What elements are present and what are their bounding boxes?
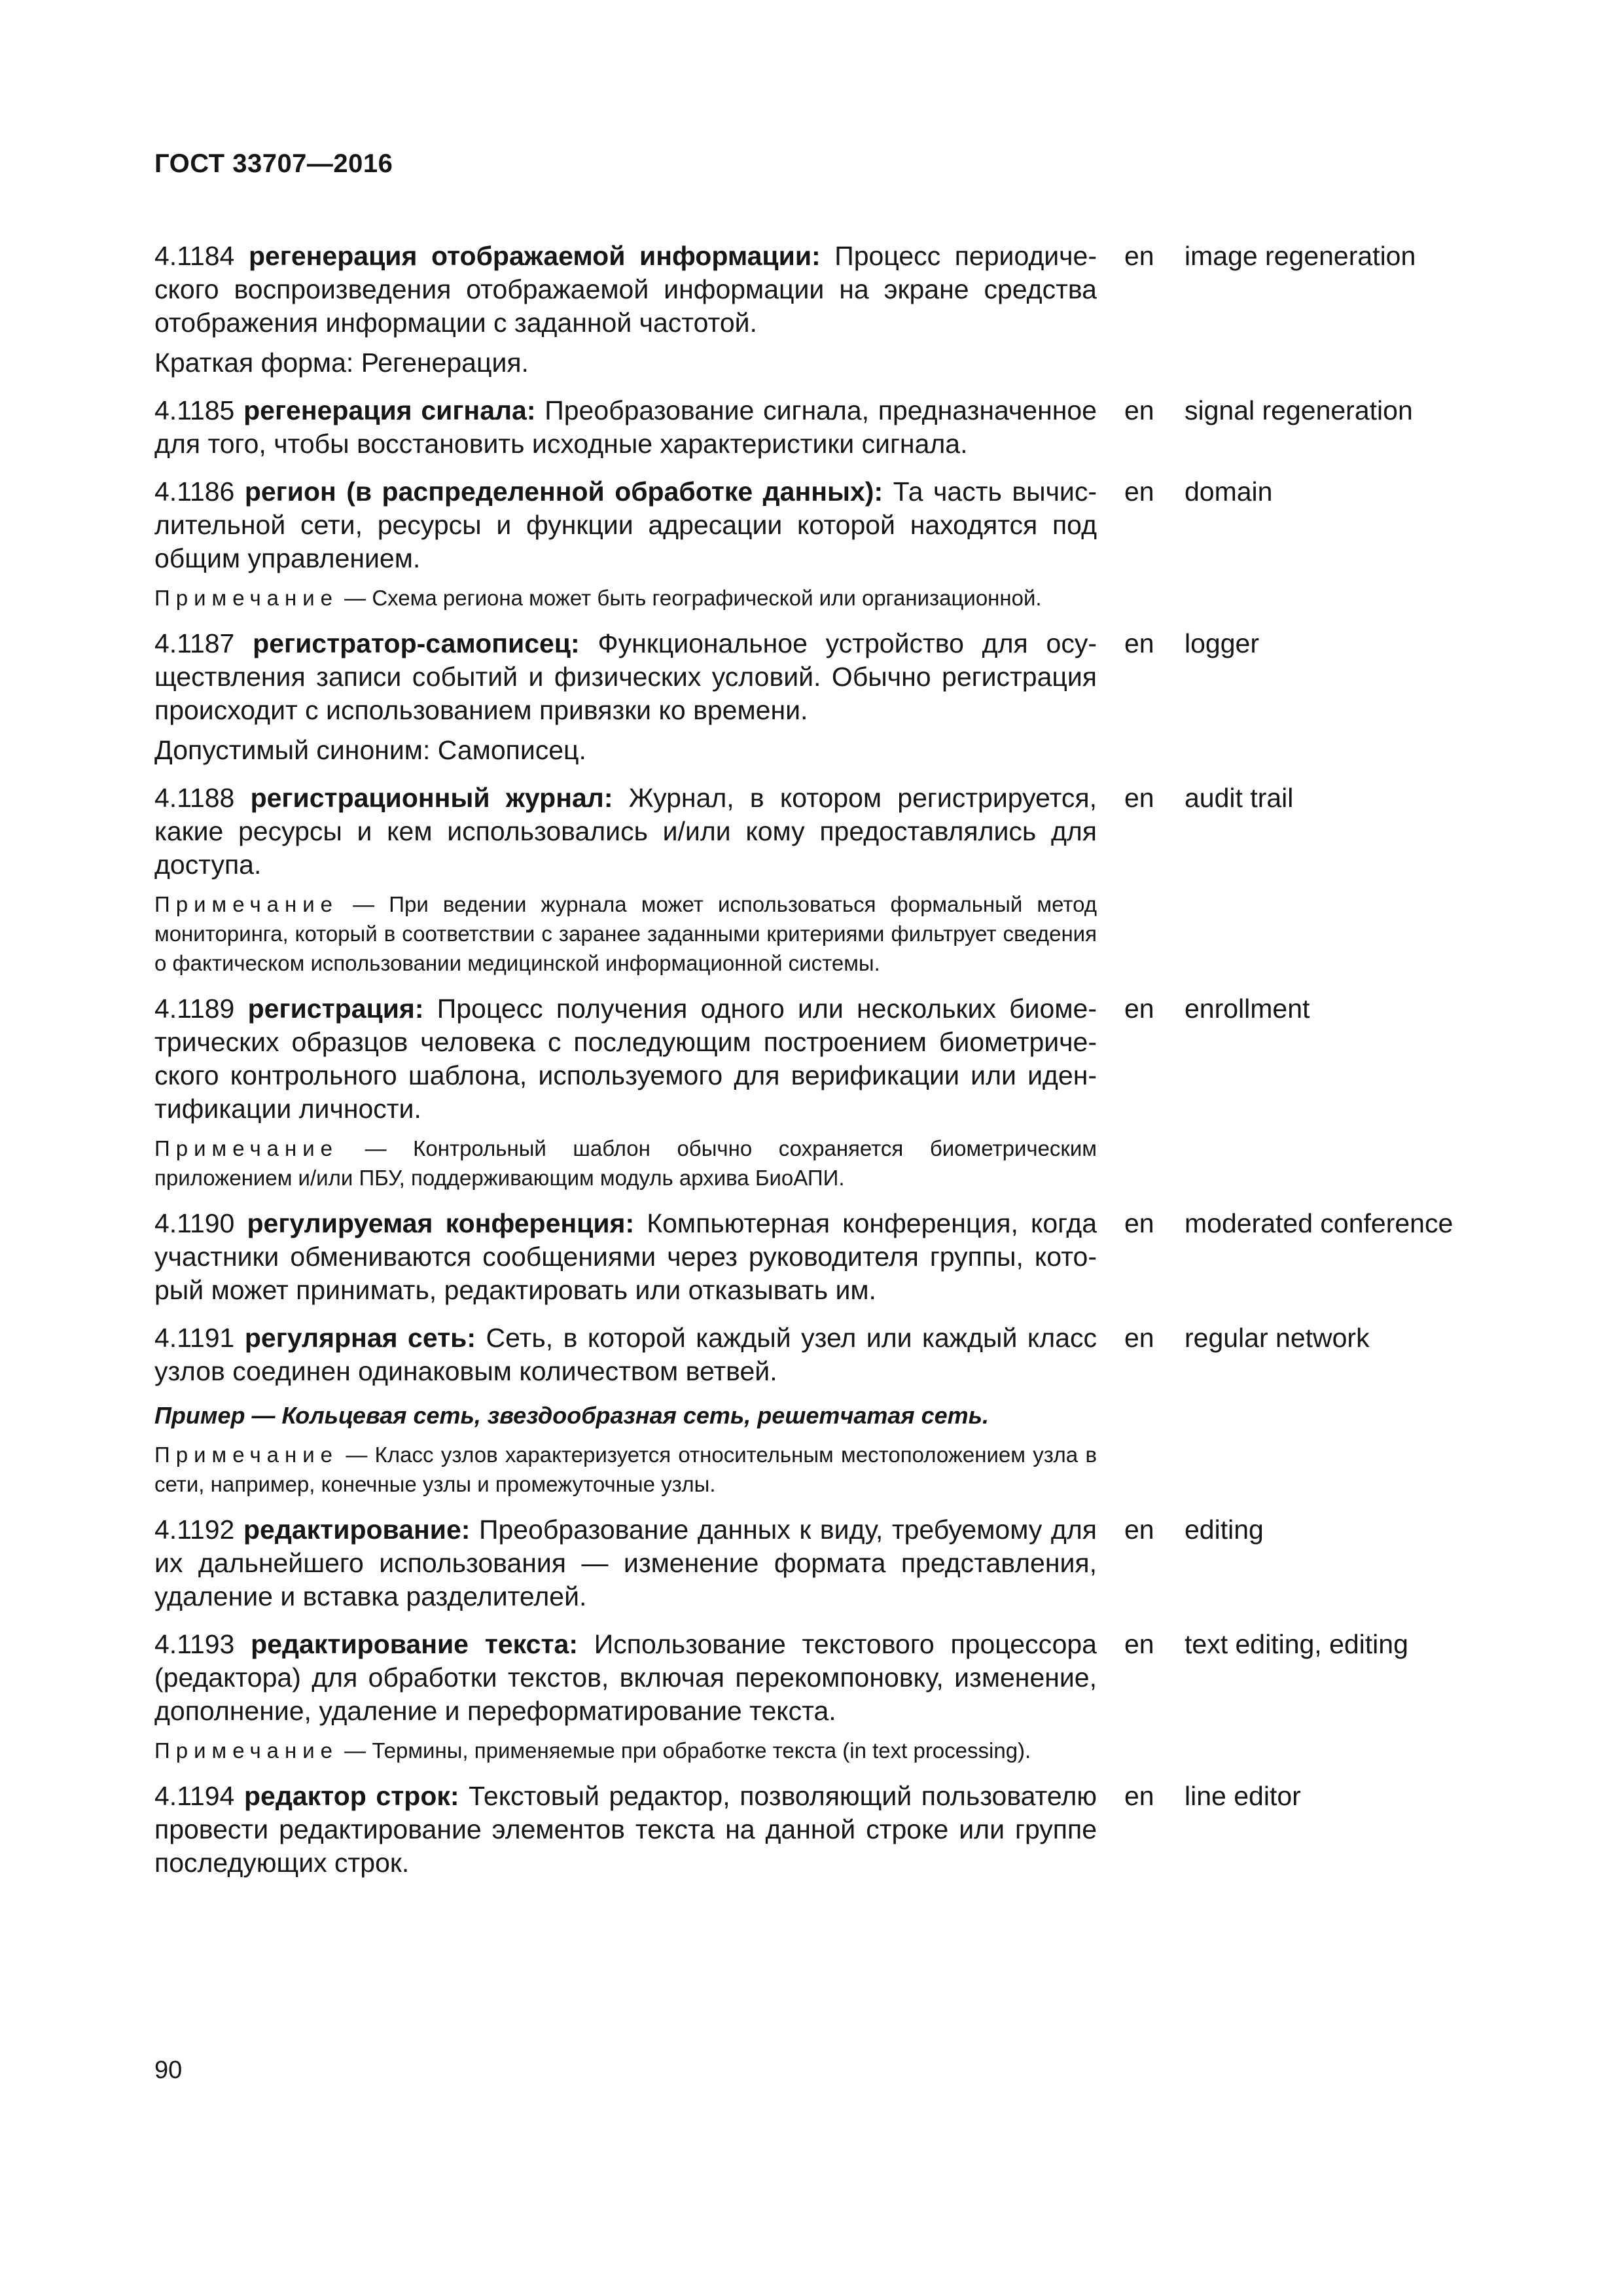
term-number: 4.1192 xyxy=(154,1515,235,1545)
english-term: signal regeneration xyxy=(1185,395,1413,425)
note-text: — При ведении журнала может использоваться формальный метод мониторинга, который в соответствии с заранее заданными критериями фильтрует сведения о фактическом использовании медицинской информационной системы. xyxy=(154,892,1097,975)
term-definition xyxy=(154,475,1097,575)
english-term: editing xyxy=(1185,1515,1264,1545)
term-number: 4.1190 xyxy=(154,1208,235,1238)
language-code: en xyxy=(1124,1208,1154,1238)
term-number: 4.1194 xyxy=(154,1781,235,1811)
english-term: moderated conference xyxy=(1185,1208,1454,1238)
definition-text: Функциональное устройство для осуществления записи событий и физических условий. Обычно регистрация происходит с использованием привязки ко времени. xyxy=(154,628,1097,725)
term-number: 4.1184 xyxy=(154,241,235,271)
english-term: audit trail xyxy=(1185,783,1294,813)
note-text: — Термины, применяемые при обработке текста (in text processing). xyxy=(338,1738,1031,1763)
term-number: 4.1187 xyxy=(154,628,235,658)
language-code: en xyxy=(1124,241,1154,271)
term-entry xyxy=(154,627,1489,767)
note-text: — Класс узлов характеризуется относительным местоположением узла в сети, например, конечные узлы и промежуточные узлы. xyxy=(154,1443,1097,1496)
term-definition xyxy=(154,240,1097,340)
definition-text: Процесс периодического воспроизведения отображаемой информации на экране средства отображения информации с заданной частотой. xyxy=(154,241,1097,338)
term-name: регистратор-самописец: xyxy=(253,628,580,658)
term-entry xyxy=(154,781,1489,978)
note xyxy=(154,1440,1097,1499)
note-text: — Контрольный шаблон обычно сохраняется биометрическим приложением и/или ПБУ, поддерживающим модуль архива БиоАПИ. xyxy=(154,1136,1097,1190)
language-code: en xyxy=(1124,395,1154,425)
note-label: Примечание xyxy=(154,1738,339,1763)
note-label: Примечание xyxy=(154,1443,339,1467)
term-name: регенерация отображаемой информации: xyxy=(248,241,821,271)
term-number: 4.1193 xyxy=(154,1629,235,1659)
definition-text: Текстовый редактор, позволяющий пользователю провести редактирование элементов текста на данной строке или группе последующих строк. xyxy=(154,1781,1097,1878)
term-entry xyxy=(154,1513,1489,1613)
language-code: en xyxy=(1124,476,1154,507)
english-term: domain xyxy=(1185,476,1273,507)
english-term: text editing, editing xyxy=(1185,1629,1408,1659)
note xyxy=(154,1134,1097,1193)
example: Пример — Кольцевая сеть, звездообразная сеть, решетчатая сеть. xyxy=(154,1402,990,1429)
term-name: регулируемая конференция: xyxy=(247,1208,635,1238)
note xyxy=(154,889,1097,978)
term-definition xyxy=(154,627,1097,727)
note-label: Примечание xyxy=(154,892,339,916)
term-name: регистрационный журнал: xyxy=(250,783,613,813)
language-code: en xyxy=(1124,628,1154,658)
english-term: regular network xyxy=(1185,1323,1370,1353)
term-entry xyxy=(154,1780,1489,1880)
language-code: en xyxy=(1124,1323,1154,1353)
note-label: Примечание xyxy=(154,586,339,610)
note-label: Примечание xyxy=(154,1136,339,1160)
term-number: 4.1185 xyxy=(154,395,235,425)
document-header: ГОСТ 33707—2016 xyxy=(154,149,393,178)
term-name: редактирование: xyxy=(243,1515,471,1545)
english-term: line editor xyxy=(1185,1781,1301,1811)
term-entry xyxy=(154,1628,1489,1765)
synonym: Допустимый синоним: Самописец. xyxy=(154,735,586,765)
term-entry xyxy=(154,992,1489,1193)
term-definition xyxy=(154,1513,1097,1613)
note xyxy=(154,1736,1097,1765)
page-number: 90 xyxy=(154,2056,183,2084)
term-name: регулярная сеть: xyxy=(244,1323,476,1353)
term-name: редактирование текста: xyxy=(251,1629,578,1659)
short-form: Краткая форма: Регенерация. xyxy=(154,348,529,378)
language-code: en xyxy=(1124,1781,1154,1811)
english-term: image regeneration xyxy=(1185,241,1416,271)
definition-text: Сеть, в которой каждый узел или каждый класс узлов соединен одинаковым количеством ветвей. xyxy=(154,1323,1097,1386)
term-definition xyxy=(154,1628,1097,1728)
term-number: 4.1188 xyxy=(154,783,235,813)
note xyxy=(154,583,1097,613)
language-code: en xyxy=(1124,1629,1154,1659)
definition-text: Преобразование данных к виду, требуемому для их дальнейшего использования — изменение формата представления, удаление и вставка разделителей. xyxy=(154,1515,1097,1611)
definition-text: Использование текстового процессора (редактора) для обработки текстов, включая перекомпоновку, изменение, дополнение, удаление и переформатирование текста. xyxy=(154,1629,1097,1726)
language-code: en xyxy=(1124,783,1154,813)
term-definition xyxy=(154,992,1097,1126)
term-definition xyxy=(154,1780,1097,1880)
term-entries xyxy=(154,240,1489,1894)
term-definition xyxy=(154,394,1097,461)
term-definition xyxy=(154,1321,1097,1388)
definition-text: Преобразование сигнала, предназначенное для того, чтобы восстановить исходные характеристики сигнала. xyxy=(154,395,1097,459)
term-definition xyxy=(154,781,1097,882)
term-number: 4.1191 xyxy=(154,1323,235,1353)
definition-text: Процесс получения одного или нескольких биометрических образцов человека с последующим построением биометрического контрольного шаблона, используемого для верификации или идентификации личности. xyxy=(154,994,1097,1124)
term-entry xyxy=(154,1207,1489,1307)
term-number: 4.1189 xyxy=(154,994,235,1024)
term-entry xyxy=(154,475,1489,613)
language-code: en xyxy=(1124,1515,1154,1545)
term-entry xyxy=(154,1321,1489,1499)
english-term: logger xyxy=(1185,628,1259,658)
term-entry xyxy=(154,394,1489,461)
term-definition xyxy=(154,1207,1097,1307)
note-text: — Схема региона может быть географической или организационной. xyxy=(338,586,1042,610)
term-entry xyxy=(154,240,1489,380)
definition-text: Журнал, в котором регистрируется, какие ресурсы и кем использовались и/или кому предоставлялись для доступа. xyxy=(154,783,1097,880)
term-number: 4.1186 xyxy=(154,476,235,507)
language-code: en xyxy=(1124,994,1154,1024)
english-term: enrollment xyxy=(1185,994,1310,1024)
term-name: регенерация сигнала: xyxy=(243,395,536,425)
definition-text: Та часть вычислительной сети, ресурсы и функции адресации которой находятся под общим управлением. xyxy=(154,476,1097,573)
term-name: редактор строк: xyxy=(243,1781,459,1811)
term-name: регион (в распределенной обработке данных): xyxy=(244,476,883,507)
definition-text: Компьютерная конференция, когда участники обмениваются сообщениями через руководителя группы, который может принимать, редактировать или отказывать им. xyxy=(154,1208,1097,1305)
term-name: регистрация: xyxy=(247,994,424,1024)
